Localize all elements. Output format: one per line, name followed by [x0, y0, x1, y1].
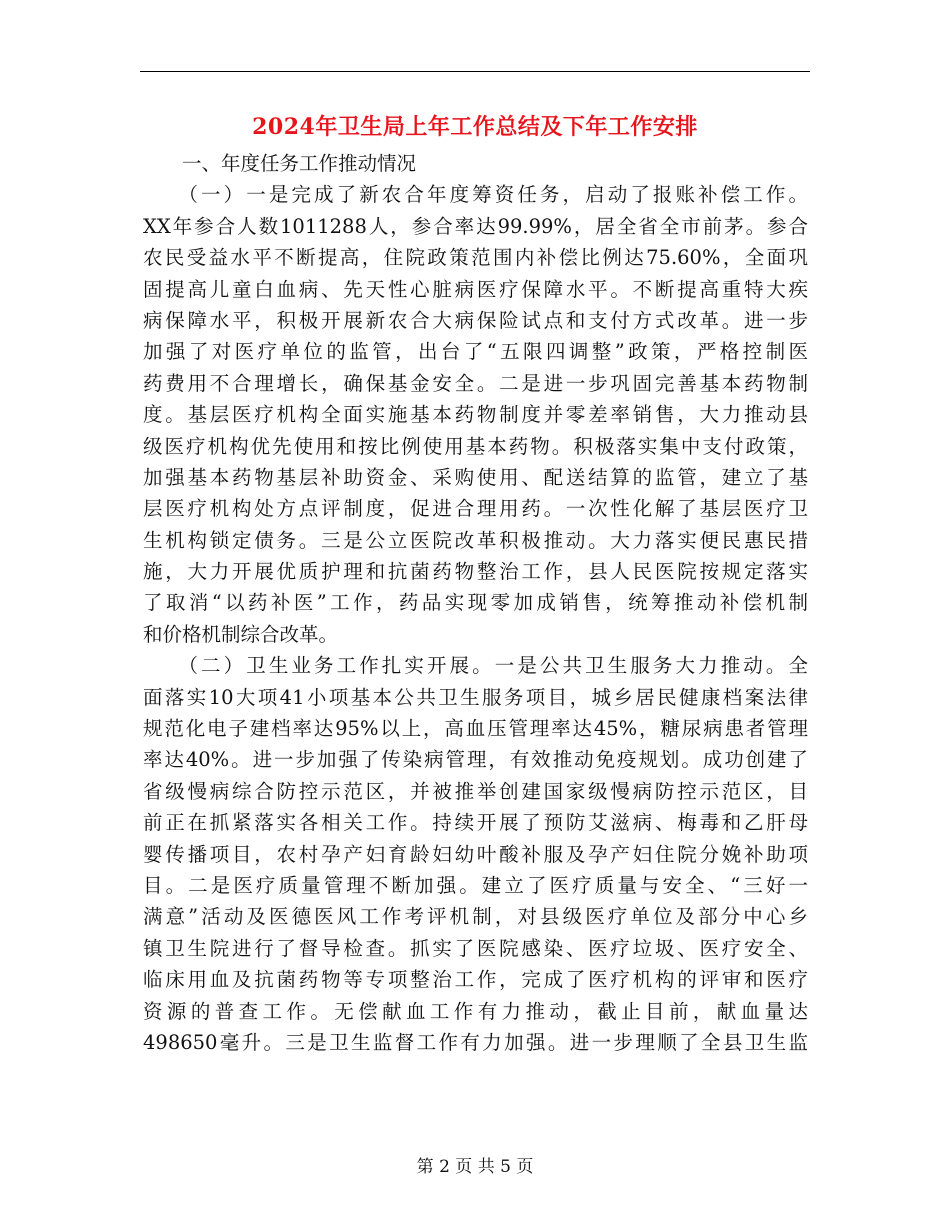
text-line: 加强了对医疗单位的监管，出台了“五限四调整”政策，严格控制医: [143, 340, 808, 364]
header-rule: [140, 71, 810, 72]
document-title: 2024年卫生局上年工作总结及下年工作安排: [252, 114, 698, 140]
text-line: 加强基本药物基层补助资金、采购使用、配送结算的监管，建立了基: [143, 465, 808, 489]
text-line: 前正在抓紧落实各相关工作。持续开展了预防艾滋病、梅毒和乙肝母: [143, 811, 808, 835]
page-number: 第 2 页 共 5 页: [416, 1157, 534, 1177]
text-line: 和价格机制综合改革。: [143, 622, 339, 646]
text-line: 498650毫升。三是卫生监督工作有力加强。进一步理顺了全县卫生监: [143, 1030, 808, 1054]
document-body: [143, 148, 808, 1058]
text-line: 药费用不合理增长，确保基金安全。二是进一步巩固完善基本药物制: [143, 371, 808, 395]
text-line: 规范化电子建档率达95%以上，高血压管理率达45%，糖尿病患者管理: [143, 717, 808, 741]
text-line: 婴传播项目，农村孕产妇育龄妇幼叶酸补服及孕产妇住院分娩补助项: [143, 842, 808, 866]
text-line: 生机构锁定债务。三是公立医院改革积极推动。大力落实便民惠民措: [143, 528, 808, 552]
text-line: 一、年度任务工作推动情况: [143, 152, 417, 175]
text-line: （二）卫生业务工作扎实开展。一是公共卫生服务大力推动。全: [143, 654, 808, 678]
text-line: （一）一是完成了新农合年度筹资任务，启动了报账补偿工作。: [143, 183, 808, 207]
text-line: 病保障水平，积极开展新农合大病保险试点和支付方式改革。进一步: [143, 308, 808, 332]
text-line: 目。二是医疗质量管理不断加强。建立了医疗质量与安全、“三好一: [143, 873, 808, 897]
text-line: 了取消“以药补医”工作，药品实现零加成销售，统筹推动补偿机制: [143, 591, 808, 615]
text-line: 率达40%。进一步加强了传染病管理，有效推动免疫规划。成功创建了: [143, 748, 808, 772]
text-line: 省级慢病综合防控示范区，并被推举创建国家级慢病防控示范区，目: [143, 779, 808, 803]
text-line: 施，大力开展优质护理和抗菌药物整治工作，县人民医院按规定落实: [143, 560, 808, 584]
text-line: 临床用血及抗菌药物等专项整治工作，完成了医疗机构的评审和医疗: [143, 968, 808, 992]
text-line: 层医疗机构处方点评制度，促进合理用药。一次性化解了基层医疗卫: [143, 497, 808, 521]
text-line: 农民受益水平不断提高，住院政策范围内补偿比例达75.60%，全面巩: [143, 246, 808, 270]
text-line: XX年参合人数1011288人，参合率达99.99%，居全省全市前茅。参合: [143, 214, 808, 238]
text-line: 级医疗机构优先使用和按比例使用基本药物。积极落实集中支付政策，: [143, 434, 808, 458]
text-line: 镇卫生院进行了督导检查。抓实了医院感染、医疗垃圾、医疗安全、: [143, 936, 808, 960]
text-line: 面落实10大项41小项基本公共卫生服务项目，城乡居民健康档案法律: [143, 685, 808, 709]
text-line: 固提高儿童白血病、先天性心脏病医疗保障水平。不断提高重特大疾: [143, 277, 808, 301]
text-line: 资源的普查工作。无偿献血工作有力推动，截止目前，献血量达: [143, 999, 808, 1023]
text-line: 满意”活动及医德医风工作考评机制，对县级医疗单位及部分中心乡: [143, 905, 808, 929]
text-line: 度。基层医疗机构全面实施基本药物制度并零差率销售，大力推动县: [143, 403, 808, 427]
